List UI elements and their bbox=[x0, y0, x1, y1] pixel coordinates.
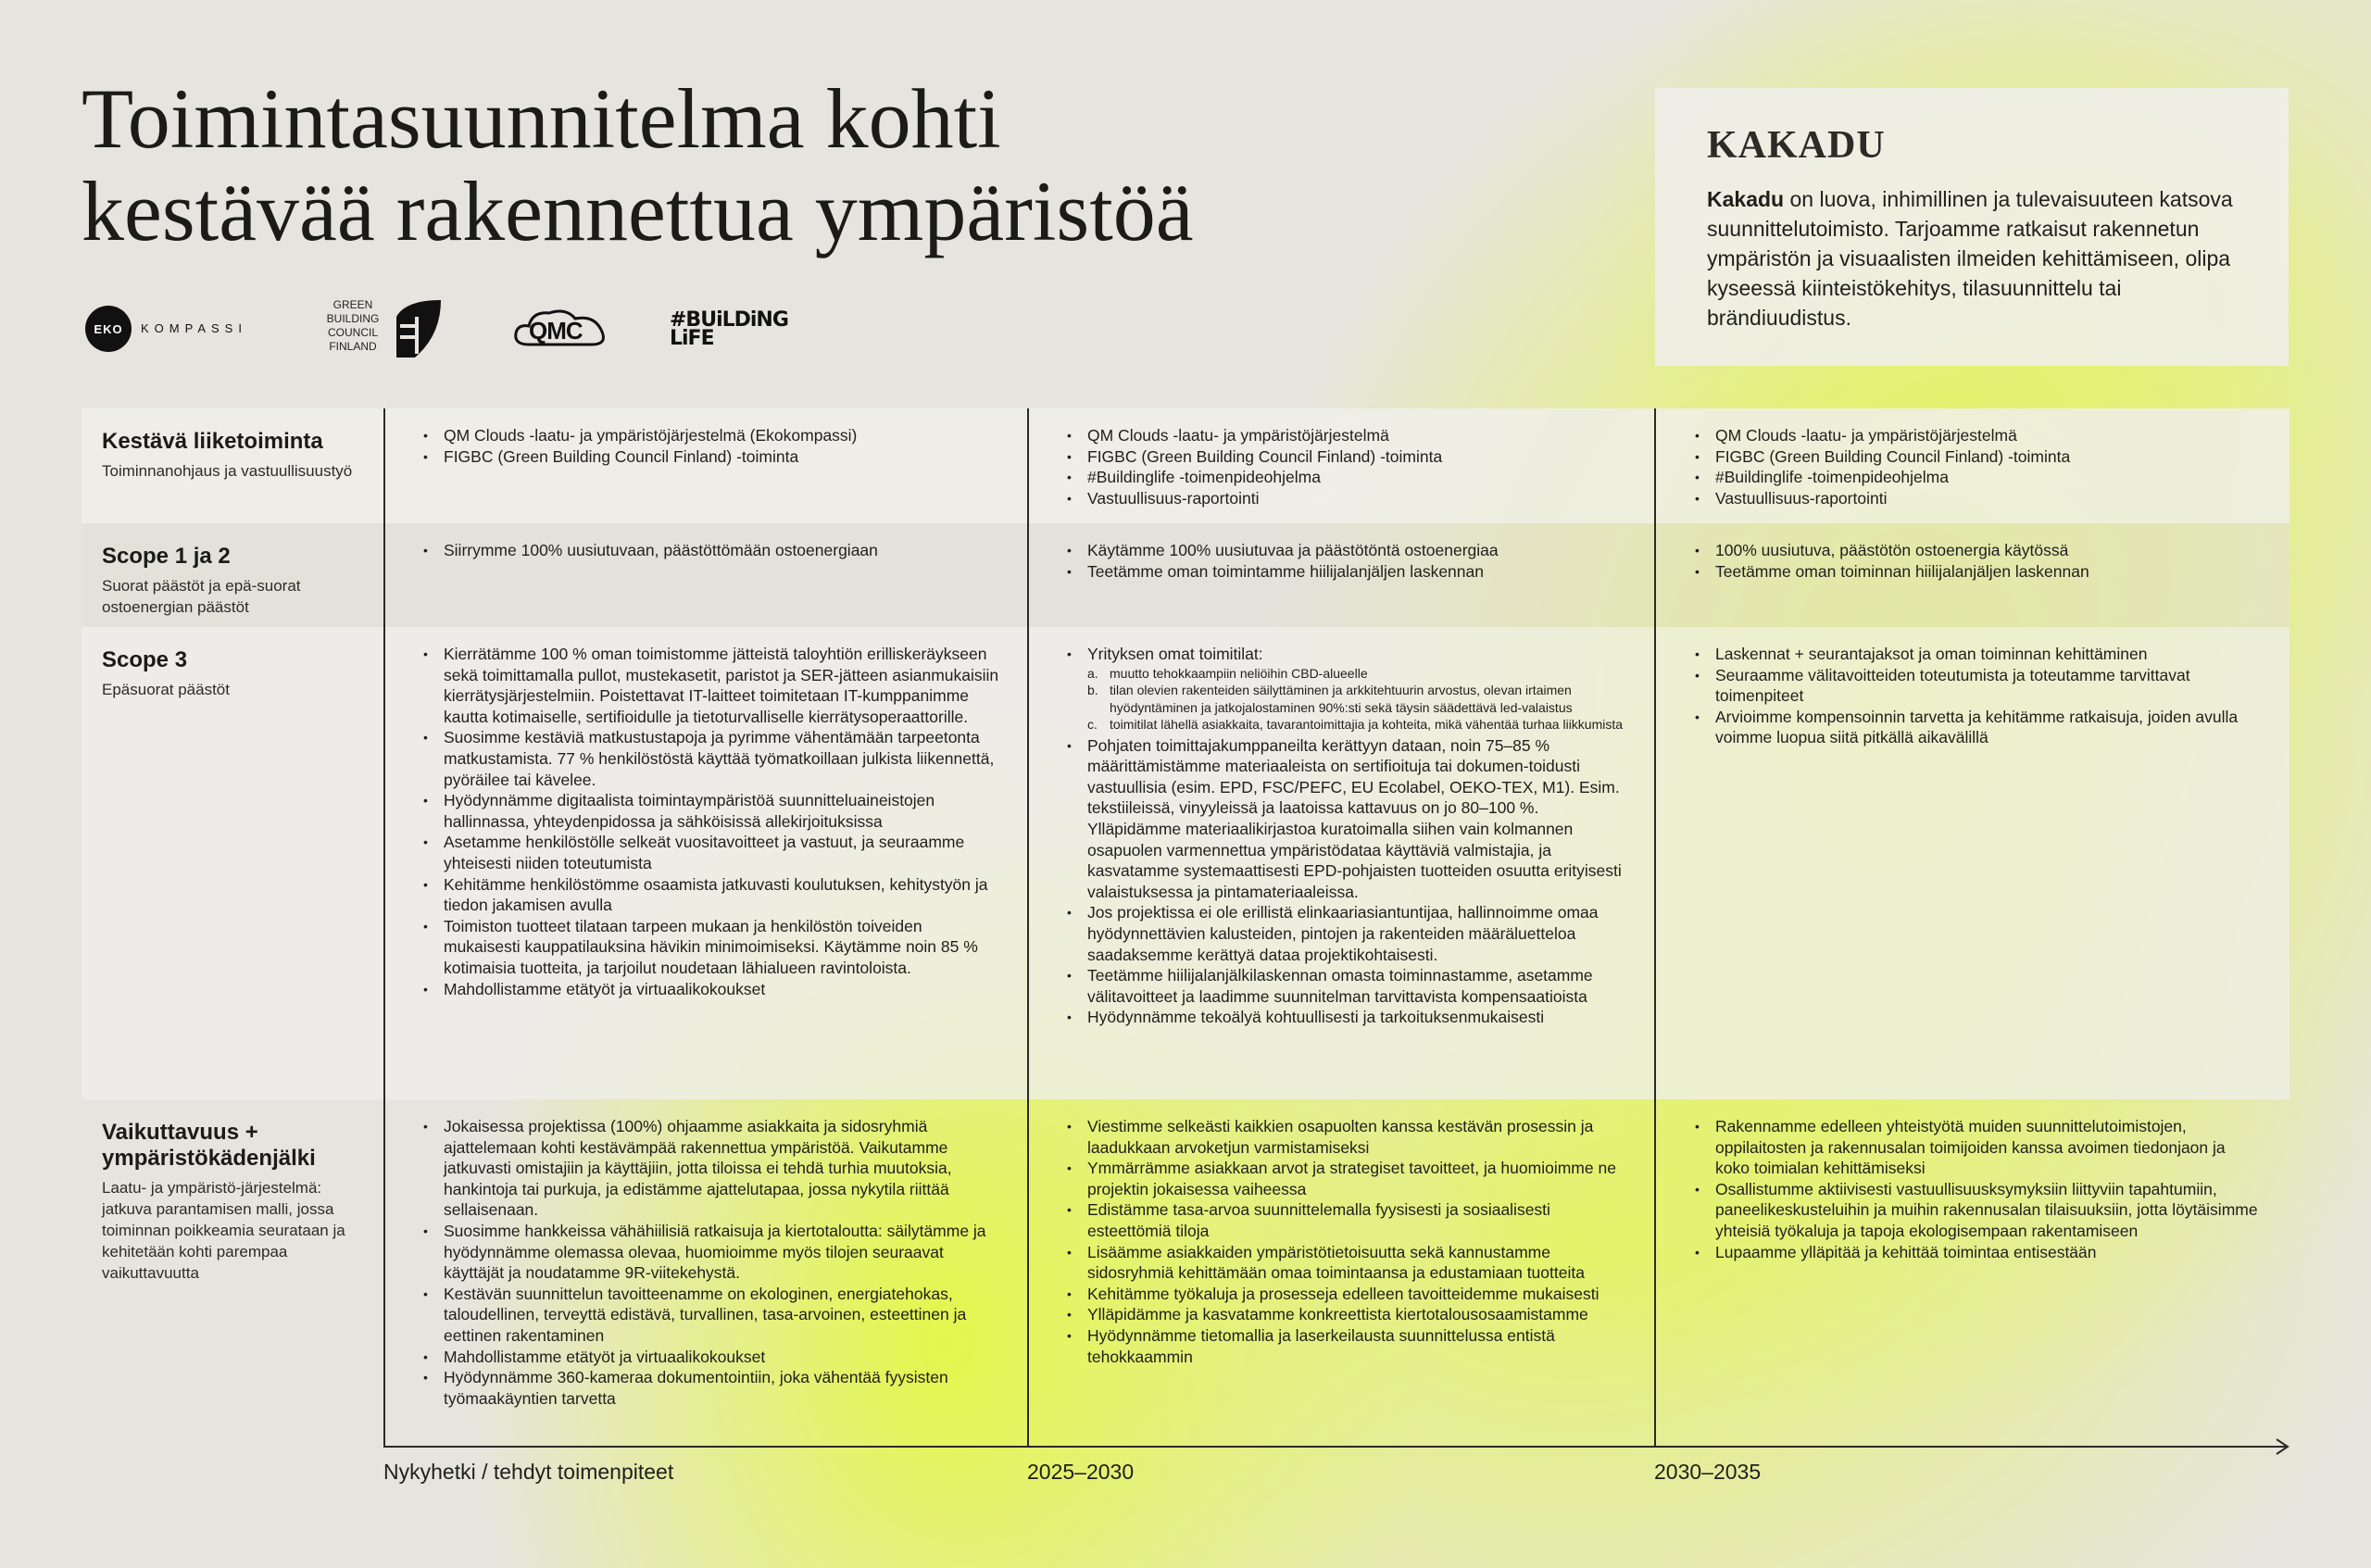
list-item: • Hyödynnämme digitaalista toimintaympäristöä suunnitteluaineistojen hallinnassa, yhteydenpidossa ja sähköisissä allekirjoituksissa bbox=[421, 790, 1000, 832]
list-item: • Jos projektissa ei ole erillistä elinkaariasiantuntijaa, hallinnoimme omaa hyödynnettävien kalusteiden, pintojen ja rakenteiden määräluetteloa saadaksemme kerättyä dataa projektikohtaisesti. bbox=[1065, 902, 1628, 965]
list-item: • Vastuullisuus-raportointi bbox=[1065, 488, 1628, 509]
title-line-1: Toimintasuunnitelma kohti bbox=[82, 71, 1001, 166]
gbc-leaf-icon bbox=[387, 298, 443, 358]
buildinglife-logo bbox=[670, 295, 809, 361]
bullet-list bbox=[1065, 1116, 1628, 1367]
buildinglife-line: LiFE bbox=[670, 327, 714, 350]
list-item: • #Buildinglife -toimenpideohjelma bbox=[1065, 467, 1628, 488]
list-item: • Teetämme oman toimintamme hiilijalanjäljen laskennan bbox=[1065, 561, 1628, 583]
list-item: • Ymmärrämme asiakkaan arvot ja strategiset tavoitteet, ja huomioimme ne projektin jokaisessa vaiheessa bbox=[1065, 1158, 1628, 1199]
timeline-axis bbox=[383, 1446, 2286, 1448]
table-row-sustainable-business bbox=[82, 408, 2289, 523]
sub-list-item-text: tilan olevien rakenteiden säilyttäminen ja arkkitehtuurin arvostus, olevan irtaimen hyödyntäminen ja jatkojalostaminen 90%:sti sekä täysin säädettävä led-valaistus bbox=[1110, 683, 1573, 715]
row-header bbox=[82, 523, 384, 627]
table-row-scope-3 bbox=[82, 627, 2289, 1099]
list-item: • Kierrätämme 100 % oman toimistomme jätteistä taloyhtiön erilliskeräykseen sekä toimittamalla pullot, mustekasetit, paristot ja SER-jätteen asianmukaisiin kierrätysjärjestelmiin. Poistettavat IT-laitteet toimitetaan IT-kumppanimme kautta kotimaiselle, sertifioidulle ja tietoturvalliselle kierrätysoperaattorille. bbox=[421, 644, 1000, 727]
gbc-text bbox=[320, 298, 385, 354]
list-item: • Suosimme kestäviä matkustustapoja ja pyrimme vähentämään tarpeetonta matkustamista. 77 % henkilöstöstä käyttää työmatkoillaan julkista liikennettä, pyöräilee tai kävelee. bbox=[421, 727, 1000, 790]
page-title bbox=[82, 72, 1471, 257]
cell-now bbox=[384, 1099, 1028, 1447]
gbc-text-line: GREEN bbox=[332, 298, 373, 311]
row-title: Vaikuttavuus + ympäristökädenjälki bbox=[102, 1120, 316, 1171]
kakadu-description-text: on luova, inhimillinen ja tulevaisuuteen katsova suunnittelutoimisto. Tarjoamme ratkaisut rakennetun ympäristön ja visuaalisten ilmeiden kehittämiseen, olipa kyseessä kiinteistökehitys, tilasuunnittelu tai brändiuudistus. bbox=[1707, 187, 2233, 330]
row-title: Scope 1 ja 2 bbox=[102, 544, 231, 569]
buildinglife-line: #BUiLDiNG bbox=[670, 308, 788, 332]
table-row-impact bbox=[82, 1099, 2289, 1447]
list-item bbox=[1065, 644, 1628, 734]
cell-now bbox=[384, 523, 1028, 627]
row-header bbox=[82, 408, 384, 523]
bullet-list bbox=[421, 540, 1000, 561]
bullet-list bbox=[1065, 735, 1628, 1028]
list-item: • Hyödynnämme tietomallia ja laserkeilausta suunnittelussa entistä tehokkaammin bbox=[1065, 1325, 1628, 1367]
list-item-text: Yrityksen omat toimitilat: bbox=[1087, 645, 1263, 663]
bullet-list bbox=[1693, 1116, 2262, 1262]
cell-now bbox=[384, 408, 1028, 523]
list-item: • Lupaamme ylläpitää ja kehittää toimintaa entisestään bbox=[1693, 1242, 2262, 1263]
list-item: • Edistämme tasa-arvoa suunnittelemalla fyysisesti ja sosiaalisesti esteettömiä tiloja bbox=[1065, 1199, 1628, 1241]
timeline-label-2030-2035: 2030–2035 bbox=[1654, 1460, 1762, 1484]
timeline-divider bbox=[383, 408, 385, 1447]
cell-2025-2030 bbox=[1028, 627, 1656, 1099]
list-item: • Pohjaten toimittajakumppaneilta kerättyyn dataan, noin 75–85 % määrittämistämme materiaaleista on sertifioituja tai dokumen-toidusti vastuullisia (esim. EPD, FSC/PEFC, EU Ecolabel, OEKO-TEX, M1). Esim. tekstiileissä, vinyyleissä ja laatoissa kattavuus on jo 80–100 %. Ylläpidämme materiaalikirjastoa kuratoimalla siihen vain kolmannen osapuolen varmennettua ympäristödataa käyttäviä valmistajia, ja kasvatamme systemaattisesti EPD-pohjaisten tuotteiden osuutta erityisesti valaistuksessa ja pintamateriaaleissa. bbox=[1065, 735, 1628, 903]
list-item: • Teetämme oman toiminnan hiilijalanjäljen laskennan bbox=[1693, 561, 2262, 583]
cell-2030-2035 bbox=[1656, 408, 2289, 523]
qmc-text: QMC bbox=[529, 317, 583, 345]
sub-list-item bbox=[1087, 665, 1628, 683]
bullet-list bbox=[421, 425, 1000, 467]
row-subtitle: Laatu- ja ympäristö-järjestelmä: jatkuva parantamisen malli, jossa toiminnan poikkeamia seurataan ja kehitetään kohti parempaa vaikuttavuutta bbox=[102, 1179, 345, 1282]
kakadu-name: Kakadu bbox=[1707, 187, 1785, 211]
title-line-2: kestävää rakennettua ympäristöä bbox=[82, 164, 1194, 258]
cell-2025-2030 bbox=[1028, 408, 1656, 523]
timeline-divider bbox=[1654, 408, 1656, 1447]
sub-list bbox=[1087, 665, 1628, 734]
gbc-text-line: FINLAND bbox=[329, 340, 377, 353]
gbc-text-line: COUNCIL bbox=[327, 326, 378, 339]
list-item: • FIGBC (Green Building Council Finland) -toiminta bbox=[1693, 446, 2262, 468]
sub-list-item-text: muutto tehokkaampiin neliöihin CBD-alueelle bbox=[1110, 665, 1368, 681]
row-header bbox=[82, 627, 384, 1099]
gbc-finland-logo bbox=[320, 295, 450, 361]
row-title: Kestävä liiketoiminta bbox=[102, 429, 323, 454]
list-item: • 100% uusiutuva, päästötön ostoenergia käytössä bbox=[1693, 540, 2262, 561]
list-item: • FIGBC (Green Building Council Finland) -toiminta bbox=[1065, 446, 1628, 468]
sub-list-item-text: toimitilat lähellä asiakkaita, tavarantoimittajia ja kohteita, mikä vähentää turhaa liikkumista bbox=[1110, 717, 1624, 733]
list-item: • QM Clouds -laatu- ja ympäristöjärjestelmä (Ekokompassi) bbox=[421, 425, 1000, 446]
qmc-logo bbox=[512, 295, 614, 361]
buildinglife-text bbox=[670, 308, 788, 350]
list-item: • QM Clouds -laatu- ja ympäristöjärjestelmä bbox=[1065, 425, 1628, 446]
timeline-label-now: Nykyhetki / tehdyt toimenpiteet bbox=[383, 1460, 674, 1484]
list-item: • Ylläpidämme ja kasvatamme konkreettista kiertotalousosaamistamme bbox=[1065, 1304, 1628, 1325]
cell-2030-2035 bbox=[1656, 523, 2289, 627]
partner-logos bbox=[82, 295, 822, 361]
list-item: • Toimiston tuotteet tilataan tarpeen mukaan ja henkilöstön toiveiden mukaisesti kauppatilauksina hävikin minimoimiseksi. Käytämme noin 85 % kotimaisia tuotteita, ja tarjoilut noudetaan lähialueen ravintoloista. bbox=[421, 916, 1000, 979]
row-header bbox=[82, 1099, 384, 1447]
action-plan-table bbox=[82, 408, 2289, 1447]
row-subtitle: Suorat päästöt ja epä-suorat ostoenergian päästöt bbox=[102, 577, 301, 616]
timeline-label-2025-2030: 2025–2030 bbox=[1027, 1460, 1135, 1484]
cell-2025-2030 bbox=[1028, 1099, 1656, 1447]
bullet-list bbox=[1065, 540, 1628, 582]
list-item: • Jokaisessa projektissa (100%) ohjaamme asiakkaita ja sidosryhmiä ajattelemaan kohti kestävämpää rakennettua ympäristöä. Vaikutamme jatkuvasti omistajiin ja käyttäjiin, jotta tiloissa ei tehdä turhia muutoksia, hankintoja tai purkuja, ja edistämme ajattelutapaa, jossa nykytila riittää sellaisenaan. bbox=[421, 1116, 1000, 1221]
bullet-list bbox=[1693, 644, 2262, 748]
list-item: • QM Clouds -laatu- ja ympäristöjärjestelmä bbox=[1693, 425, 2262, 446]
list-item: • Hyödynnämme 360-kameraa dokumentointiin, joka vähentää fyysisten työmaakäyntien tarvetta bbox=[421, 1367, 1000, 1409]
list-item: • Kehitämme henkilöstömme osaamista jatkuvasti koulutuksen, kehitystyön ja tiedon jakamisen avulla bbox=[421, 874, 1000, 916]
list-item: • #Buildinglife -toimenpideohjelma bbox=[1693, 467, 2262, 488]
row-subtitle: Epäsuorat päästöt bbox=[102, 681, 230, 698]
list-item: • Asetamme henkilöstölle selkeät vuositavoitteet ja vastuut, ja seuraamme yhteisesti niiden toteutumista bbox=[421, 832, 1000, 873]
ekokompassi-circle: EKO bbox=[85, 306, 132, 352]
sub-list-item bbox=[1087, 682, 1628, 716]
kakadu-brand-logo: KAKADU bbox=[1707, 124, 1886, 167]
list-item: • Hyödynnämme tekoälyä kohtuullisesti ja tarkoituksenmukaisesti bbox=[1065, 1007, 1628, 1028]
bullet-list bbox=[1065, 425, 1628, 508]
cell-now bbox=[384, 627, 1028, 1099]
list-item: • Osallistumme aktiivisesti vastuullisuusksymyksiin liittyviin tapahtumiin, paneelikeskusteluihin ja muihin rakennusalan tilaisuuksiin, jotta löytäisimme yhteisiä työkaluja ja tapoja ekologisempaan rakentamiseen bbox=[1693, 1179, 2262, 1242]
bullet-list bbox=[421, 644, 1000, 999]
table-row-scope-1-2 bbox=[82, 523, 2289, 627]
list-item: • FIGBC (Green Building Council Finland) -toiminta bbox=[421, 446, 1000, 468]
list-item: • Vastuullisuus-raportointi bbox=[1693, 488, 2262, 509]
list-item: • Lisäämme asiakkaiden ympäristötietoisuutta sekä kannustamme sidosryhmiä kehittämään omaa toimintaansa ja edustamiaan tuotteita bbox=[1065, 1242, 1628, 1284]
list-item: • Kestävän suunnittelun tavoitteenamme on ekologinen, energiatehokas, taloudellinen, terveyttä edistävä, turvallinen, tasa-arvoinen, esteettinen ja eettinen rakentaminen bbox=[421, 1284, 1000, 1347]
list-item: • Siirrymme 100% uusiutuvaan, päästöttömään ostoenergiaan bbox=[421, 540, 1000, 561]
list-item: • Käytämme 100% uusiutuvaa ja päästötöntä ostoenergiaa bbox=[1065, 540, 1628, 561]
arrow-right-icon bbox=[2275, 1437, 2291, 1456]
kakadu-info-box bbox=[1655, 88, 2289, 366]
ekokompassi-logo bbox=[82, 295, 276, 361]
row-subtitle: Toiminnanohjaus ja vastuullisuustyö bbox=[102, 462, 353, 480]
list-item: • Viestimme selkeästi kaikkien osapuolten kanssa kestävän prosessin ja laadukkaan arvoketjun varmistamiseksi bbox=[1065, 1116, 1628, 1158]
timeline-divider bbox=[1027, 408, 1029, 1447]
bullet-list bbox=[421, 1116, 1000, 1409]
list-item: • Mahdollistamme etätyöt ja virtuaalikokoukset bbox=[421, 1347, 1000, 1368]
sub-list-item bbox=[1087, 716, 1628, 734]
cell-2030-2035 bbox=[1656, 1099, 2289, 1447]
cell-2025-2030 bbox=[1028, 523, 1656, 627]
bullet-list bbox=[1693, 425, 2262, 508]
list-item: • Laskennat + seurantajaksot ja oman toiminnan kehittäminen bbox=[1693, 644, 2262, 665]
ekokompassi-word: KOMPASSI bbox=[141, 321, 247, 335]
list-item: • Seuraamme välitavoitteiden toteutumista ja toteutamme tarvittavat toimenpiteet bbox=[1693, 665, 2262, 707]
kakadu-description bbox=[1707, 184, 2237, 332]
list-item: • Suosimme hankkeissa vähähiilisiä ratkaisuja ja kiertotaloutta: säilytämme ja hyödynnämme olemassa olevaa, huomioimme myös tilojen seuraavat käyttäjät ja noudatamme 9R-viitekehystä. bbox=[421, 1221, 1000, 1284]
bullet-list bbox=[1693, 540, 2262, 582]
list-item: • Arvioimme kompensoinnin tarvetta ja kehitämme ratkaisuja, joiden avulla voimme luopua siitä pitkällä aikavälillä bbox=[1693, 707, 2262, 748]
list-item: • Mahdollistamme etätyöt ja virtuaalikokoukset bbox=[421, 979, 1000, 1000]
row-title: Scope 3 bbox=[102, 647, 188, 672]
cell-2030-2035 bbox=[1656, 627, 2289, 1099]
list-item: • Teetämme hiilijalanjälkilaskennan omasta toiminnastamme, asetamme välitavoitteet ja laadimme suunnitelman tarvittavista kompensaatioista bbox=[1065, 965, 1628, 1007]
list-item: • Rakennamme edelleen yhteistyötä muiden suunnittelutoimistojen, oppilaitosten ja rakennusalan toimijoiden kanssa avoimen tiedonjaon ja koko toimialan kehittämiseksi bbox=[1693, 1116, 2262, 1179]
gbc-text-line: BUILDING bbox=[326, 312, 380, 325]
list-item: • Kehitämme työkaluja ja prosesseja edelleen tavoitteidemme mukaisesti bbox=[1065, 1284, 1628, 1305]
bullet-list bbox=[1065, 644, 1628, 734]
